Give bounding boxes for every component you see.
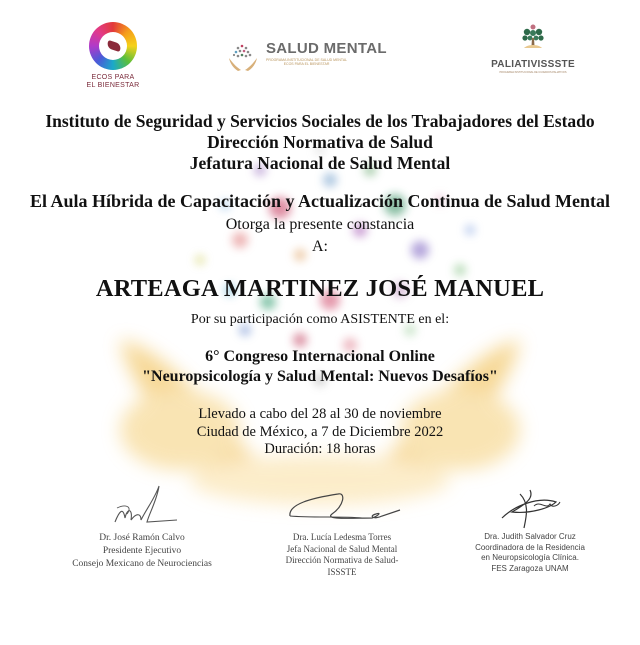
signer-organization: Consejo Mexicano de Neurociencias	[72, 559, 212, 569]
to-label: A:	[312, 238, 328, 255]
signer-role: Presidente Ejecutivo	[102, 546, 182, 556]
ecos-logo-text	[78, 74, 148, 90]
signature-block-2	[262, 484, 422, 578]
signature-icon	[97, 478, 187, 532]
recipient-name: ARTEAGA MARTINEZ JOSÉ MANUEL	[95, 275, 545, 302]
salud-sub-line2: ECOS PARA EL BIENESTAR	[283, 62, 330, 66]
ecos-logo	[78, 22, 148, 90]
direction-name: Dirección Normativa de Salud	[207, 132, 433, 152]
event-name: 6° Congreso Internacional Online	[205, 348, 435, 365]
institution-header	[0, 111, 640, 174]
signature-block-3	[455, 484, 605, 574]
event-dates: Llevado a cabo del 28 al 30 de noviembre	[198, 406, 442, 422]
salud-sub-line1: PROGRAMA INSTITUCIONAL DE SALUD MENTAL	[266, 58, 348, 62]
salud-mental-subtitle	[266, 58, 347, 66]
ecos-ring-icon	[89, 22, 137, 70]
participation-statement: Por su participación como ASISTENTE en el:	[190, 312, 450, 327]
issue-place-date: Ciudad de México, a 7 de Diciembre 2022	[196, 423, 444, 440]
grant-statement: Otorga la presente constancia	[225, 216, 415, 233]
paliativissste-title: PALIATIVISSSTE	[491, 59, 575, 70]
ecos-line2: EL BIENESTAR	[86, 82, 140, 89]
signer-name: Dra. Judith Salvador Cruz	[484, 532, 576, 541]
signer-role-2: en Neuropsicología Clínica.	[481, 553, 579, 562]
event-title	[0, 347, 640, 387]
institution-name: Instituto de Seguridad y Servicios Sociales de los Trabajadores del Estado	[45, 111, 595, 131]
salud-mental-title: SALUD MENTAL	[266, 40, 387, 57]
signer-organization-2: ISSSTE	[327, 566, 357, 577]
event-details	[0, 406, 640, 459]
signature-icon	[282, 484, 402, 532]
event-duration: Duración: 18 horas	[264, 441, 376, 457]
signer-organization: FES Zaragoza UNAM	[491, 563, 569, 573]
signer-role: Jefa Nacional de Salud Mental	[286, 543, 398, 554]
event-theme: "Neuropsicología y Salud Mental: Nuevos Desafíos"	[142, 368, 498, 385]
department-name: Jefatura Nacional de Salud Mental	[189, 153, 451, 173]
ecos-line1: ECOS PARA	[91, 74, 135, 81]
salud-mental-logo	[224, 38, 414, 78]
issuer-line: El Aula Híbrida de Capacitación y Actualización Continua de Salud Mental	[29, 191, 611, 211]
signature-icon	[490, 484, 570, 532]
paliativissste-logo	[478, 24, 588, 74]
hands-brain-icon	[226, 40, 260, 74]
signature-block-1	[62, 478, 222, 571]
signer-name: Dra. Lucía Ledesma Torres	[292, 532, 392, 542]
signer-name: Dr. José Ramón Calvo	[99, 533, 185, 543]
mexico-map-icon	[106, 40, 122, 52]
tree-icon	[518, 24, 548, 52]
signer-organization: Dirección Normativa de Salud-	[285, 555, 399, 565]
paliativissste-subtitle: PROGRAMA INSTITUCIONAL DE CUIDADOS PALIATIVOS	[499, 71, 567, 74]
signer-role: Coordinadora de la Residencia	[475, 542, 585, 552]
